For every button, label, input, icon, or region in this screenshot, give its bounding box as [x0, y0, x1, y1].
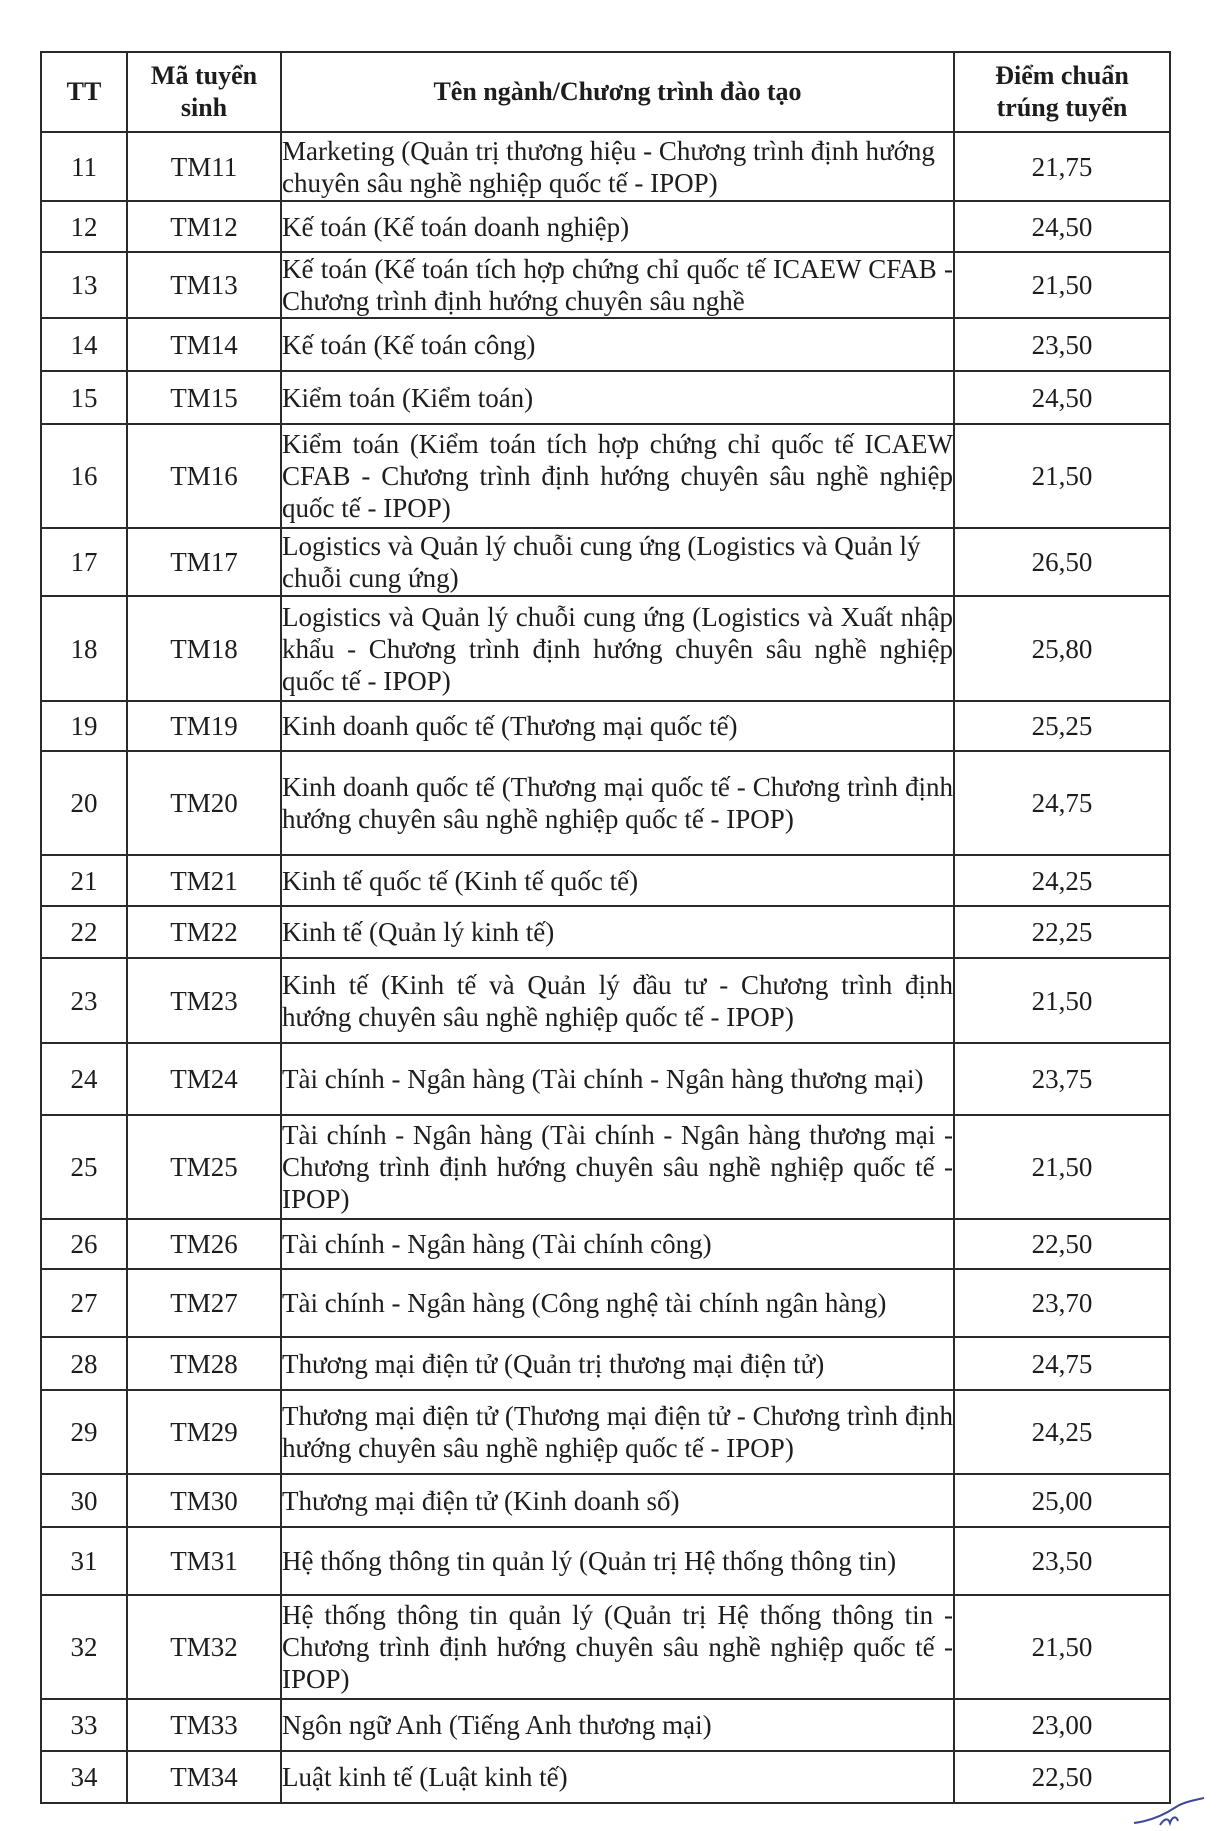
cutoff-score: 23,70: [954, 1269, 1170, 1337]
row-number: 16: [41, 424, 127, 528]
row-number: 22: [41, 906, 127, 958]
admission-code: TM25: [127, 1115, 281, 1219]
program-name: Kinh doanh quốc tế (Thương mại quốc tế): [281, 701, 954, 751]
table-row: [41, 906, 1170, 958]
table-row: [41, 596, 1170, 701]
row-number: 19: [41, 701, 127, 751]
program-name: Hệ thống thông tin quản lý (Quản trị Hệ thống thông tin - Chương trình định hướng chuyên sâu nghề nghiệp quốc tế - IPOP): [281, 1595, 954, 1699]
table-row: [41, 751, 1170, 855]
program-name: Kế toán (Kế toán tích hợp chứng chỉ quốc tế ICAEW CFAB - Chương trình định hướng chuyên sâu nghề: [282, 254, 953, 316]
table-row: [41, 201, 1170, 252]
program-name: Marketing (Quản trị thương hiệu - Chương trình định hướng chuyên sâu nghề nghiệp quốc tế - IPOP): [281, 132, 954, 201]
row-number: 31: [41, 1527, 127, 1595]
table-row: [41, 701, 1170, 751]
header-code: Mã tuyển sinh: [127, 52, 281, 132]
admission-code: TM22: [127, 906, 281, 958]
program-name: Kế toán (Kế toán công): [281, 318, 954, 371]
table-row: [41, 1527, 1170, 1595]
program-name: Thương mại điện tử (Quản trị thương mại điện tử): [281, 1337, 954, 1390]
row-number: 30: [41, 1474, 127, 1527]
row-number: 20: [41, 751, 127, 855]
admission-code: TM21: [127, 855, 281, 906]
admission-scores-table: [40, 51, 1171, 1804]
program-name: Kinh doanh quốc tế (Thương mại quốc tế - Chương trình định hướng chuyên sâu nghề nghiệp quốc tế - IPOP): [281, 751, 954, 855]
row-number: 18: [41, 596, 127, 701]
table-row: [41, 1269, 1170, 1337]
program-name: Ngôn ngữ Anh (Tiếng Anh thương mại): [281, 1699, 954, 1751]
admission-code: TM12: [127, 201, 281, 252]
row-number: 17: [41, 528, 127, 596]
cutoff-score: 21,50: [954, 1595, 1170, 1699]
cutoff-score: 24,50: [954, 371, 1170, 424]
program-name: Tài chính - Ngân hàng (Công nghệ tài chính ngân hàng): [281, 1269, 954, 1337]
cutoff-score: 22,50: [954, 1751, 1170, 1803]
table-row: [41, 1595, 1170, 1699]
table-row: [41, 1115, 1170, 1219]
program-name: Kiểm toán (Kiểm toán): [281, 371, 954, 424]
cutoff-score: 24,75: [954, 1337, 1170, 1390]
cutoff-score: 25,80: [954, 596, 1170, 701]
program-name: Luật kinh tế (Luật kinh tế): [281, 1751, 954, 1803]
cutoff-score: 22,25: [954, 906, 1170, 958]
table-row: [41, 1390, 1170, 1474]
program-name: Thương mại điện tử (Kinh doanh số): [281, 1474, 954, 1527]
program-name: Hệ thống thông tin quản lý (Quản trị Hệ thống thông tin): [281, 1527, 954, 1595]
cutoff-score: 24,75: [954, 751, 1170, 855]
cutoff-score: 23,00: [954, 1699, 1170, 1751]
row-number: 13: [41, 252, 127, 318]
row-number: 15: [41, 371, 127, 424]
admission-code: TM24: [127, 1043, 281, 1115]
row-number: 21: [41, 855, 127, 906]
row-number: 23: [41, 958, 127, 1043]
table-row: [41, 1337, 1170, 1390]
program-name: Tài chính - Ngân hàng (Tài chính - Ngân hàng thương mại - Chương trình định hướng chuyên sâu nghề nghiệp quốc tế - IPOP): [281, 1115, 954, 1219]
cutoff-score: 21,50: [954, 424, 1170, 528]
cutoff-score: 26,50: [954, 528, 1170, 596]
cutoff-score: 21,50: [954, 1115, 1170, 1219]
table-row: [41, 1043, 1170, 1115]
admission-code: TM31: [127, 1527, 281, 1595]
cutoff-score: 25,00: [954, 1474, 1170, 1527]
cutoff-score: 23,75: [954, 1043, 1170, 1115]
table-header-row: [41, 52, 1170, 132]
program-name: Thương mại điện tử (Thương mại điện tử - Chương trình định hướng chuyên sâu nghề nghiệp quốc tế - IPOP): [281, 1390, 954, 1474]
admission-code: TM15: [127, 371, 281, 424]
admission-code: TM17: [127, 528, 281, 596]
row-number: 25: [41, 1115, 127, 1219]
admission-code: TM20: [127, 751, 281, 855]
cutoff-score: 21,50: [954, 958, 1170, 1043]
row-number: 12: [41, 201, 127, 252]
table-row: [41, 132, 1170, 201]
program-name: Kinh tế (Quản lý kinh tế): [281, 906, 954, 958]
row-number: 28: [41, 1337, 127, 1390]
admission-code: TM28: [127, 1337, 281, 1390]
program-name: Tài chính - Ngân hàng (Tài chính - Ngân hàng thương mại): [281, 1043, 954, 1115]
program-name: Kinh tế (Kinh tế và Quản lý đầu tư - Chương trình định hướng chuyên sâu nghề nghiệp quốc tế - IPOP): [281, 958, 954, 1043]
row-number: 33: [41, 1699, 127, 1751]
row-number: 11: [41, 132, 127, 201]
signature-mark: [1130, 1795, 1210, 1829]
table-row: [41, 1219, 1170, 1269]
program-name: Kinh tế quốc tế (Kinh tế quốc tế): [281, 855, 954, 906]
cutoff-score: 24,25: [954, 1390, 1170, 1474]
row-number: 27: [41, 1269, 127, 1337]
program-name: Logistics và Quản lý chuỗi cung ứng (Logistics và Quản lý chuỗi cung ứng): [281, 528, 954, 596]
table-row: [41, 1699, 1170, 1751]
table-row: [41, 1751, 1170, 1803]
cutoff-score: 23,50: [954, 318, 1170, 371]
admission-code: TM26: [127, 1219, 281, 1269]
table-row: [41, 252, 1170, 318]
table-row: [41, 424, 1170, 528]
row-number: 26: [41, 1219, 127, 1269]
program-name: Tài chính - Ngân hàng (Tài chính công): [281, 1219, 954, 1269]
cutoff-score: 24,25: [954, 855, 1170, 906]
admission-code: TM30: [127, 1474, 281, 1527]
cutoff-score: 21,75: [954, 132, 1170, 201]
program-name: Logistics và Quản lý chuỗi cung ứng (Logistics và Xuất nhập khẩu - Chương trình định hướng chuyên sâu nghề nghiệp quốc tế - IPOP): [281, 596, 954, 701]
table-row: [41, 958, 1170, 1043]
row-number: 29: [41, 1390, 127, 1474]
header-score: Điểm chuẩn trúng tuyển: [954, 52, 1170, 132]
admission-code: TM33: [127, 1699, 281, 1751]
program-name: Kiểm toán (Kiểm toán tích hợp chứng chỉ quốc tế ICAEW CFAB - Chương trình định hướng chuyên sâu nghề nghiệp quốc tế - IPOP): [281, 424, 954, 528]
cutoff-score: 22,50: [954, 1219, 1170, 1269]
admission-code: TM19: [127, 701, 281, 751]
cutoff-score: 25,25: [954, 701, 1170, 751]
row-number: 32: [41, 1595, 127, 1699]
admission-code: TM27: [127, 1269, 281, 1337]
header-tt: TT: [41, 52, 127, 132]
admission-code: TM18: [127, 596, 281, 701]
admission-code: TM29: [127, 1390, 281, 1474]
cutoff-score: 23,50: [954, 1527, 1170, 1595]
admission-code: TM32: [127, 1595, 281, 1699]
row-number: 34: [41, 1751, 127, 1803]
header-name: Tên ngành/Chương trình đào tạo: [281, 52, 954, 132]
table-row: [41, 855, 1170, 906]
row-number: 14: [41, 318, 127, 371]
admission-code: TM14: [127, 318, 281, 371]
table-body: [41, 132, 1170, 1803]
program-name: Kế toán (Kế toán doanh nghiệp): [281, 201, 954, 252]
table-row: [41, 528, 1170, 596]
admission-code: TM13: [127, 252, 281, 318]
admission-code: TM34: [127, 1751, 281, 1803]
table-row: [41, 371, 1170, 424]
admission-code: TM16: [127, 424, 281, 528]
row-number: 24: [41, 1043, 127, 1115]
table-row: [41, 1474, 1170, 1527]
admission-code: TM11: [127, 132, 281, 201]
admission-code: TM23: [127, 958, 281, 1043]
cutoff-score: 24,50: [954, 201, 1170, 252]
cutoff-score: 21,50: [954, 252, 1170, 318]
table-row: [41, 318, 1170, 371]
